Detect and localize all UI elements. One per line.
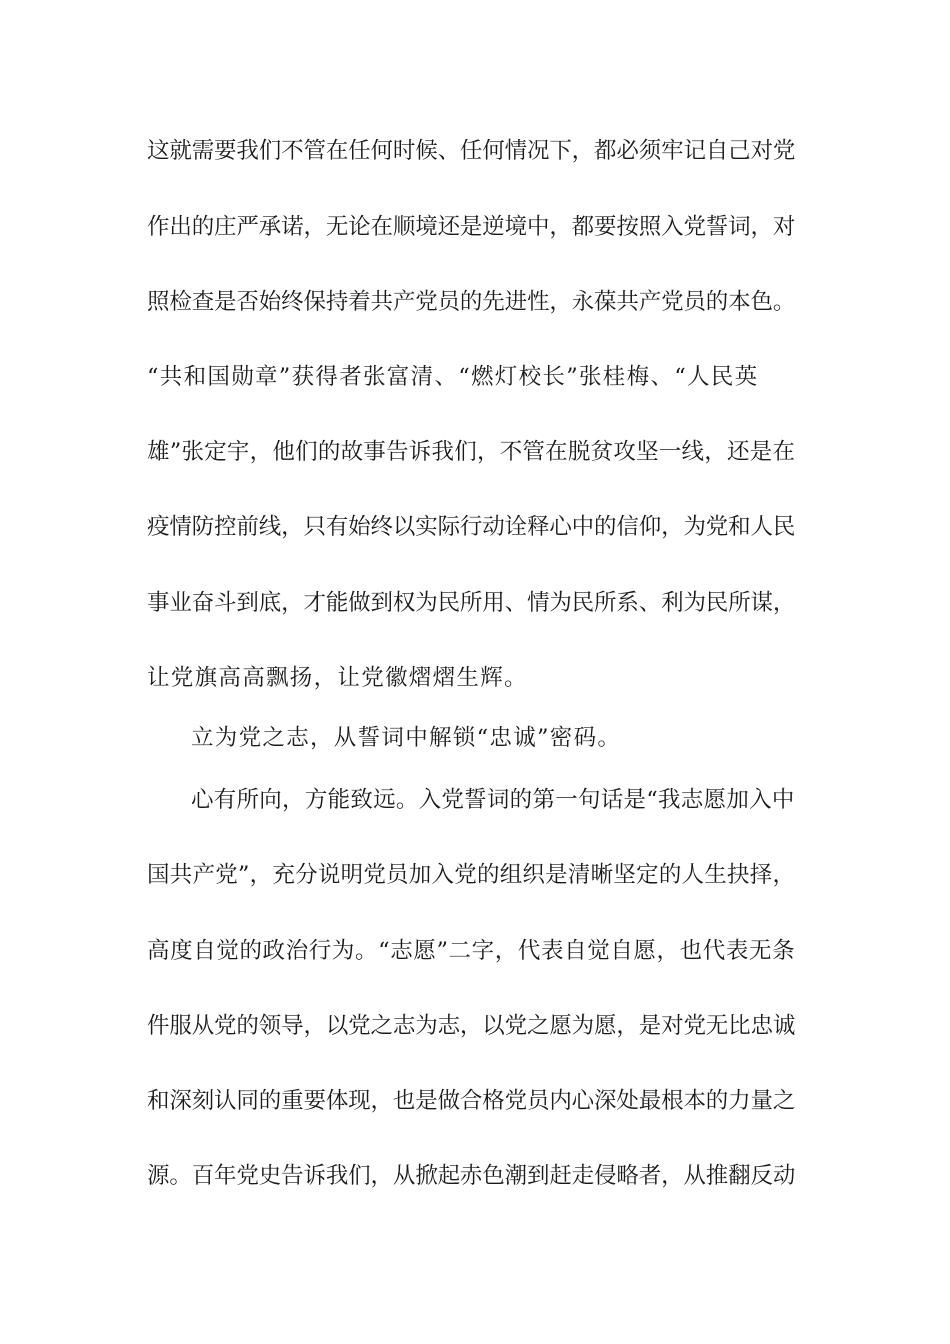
text-line: 件服从党的领导，以党之志为志，以党之愿为愿，是对党无比忠诚 [147, 1013, 796, 1039]
text-line: 心有所向，方能致远。入党誓词的第一句话是“我志愿加入中 [191, 787, 795, 813]
text-line: 雄”张定宇，他们的故事告诉我们，不管在脱贫攻坚一线，还是在 [147, 439, 796, 465]
text-line: “共和国勋章”获得者张富清、“燃灯校长”张桂梅、“人民英 [147, 364, 759, 390]
text-line: 国共产党”，充分说明党员加入党的组织是清晰坚定的人生抉择， [147, 862, 796, 888]
text-line: 和深刻认同的重要体现，也是做合格党员内心深处最根本的力量之 [147, 1088, 796, 1114]
text-line: 高度自觉的政治行为。“志愿”二字，代表自觉自愿，也代表无条 [147, 938, 796, 964]
text-line: 这就需要我们不管在任何时候、任何情况下，都必须牢记自己对党 [147, 138, 796, 164]
text-line: 源。百年党史告诉我们，从掀起赤色潮到赶走侵略者，从推翻反动 [147, 1163, 796, 1189]
text-line: 作出的庄严承诺，无论在顺境还是逆境中，都要按照入党誓词，对 [147, 214, 796, 240]
text-line: 疫情防控前线，只有始终以实际行动诠释心中的信仰，为党和人民 [147, 514, 796, 540]
section-heading: 立为党之志，从誓词中解锁“忠诚”密码。 [191, 725, 622, 751]
text-line: 让党旗高高飘扬，让党徽熠熠生辉。 [147, 665, 528, 691]
text-line: 照检查是否始终保持着共产党员的先进性，永葆共产党员的本色。 [147, 289, 796, 315]
text-line: 事业奋斗到底，才能做到权为民所用、情为民所系、利为民所谋， [147, 590, 796, 616]
